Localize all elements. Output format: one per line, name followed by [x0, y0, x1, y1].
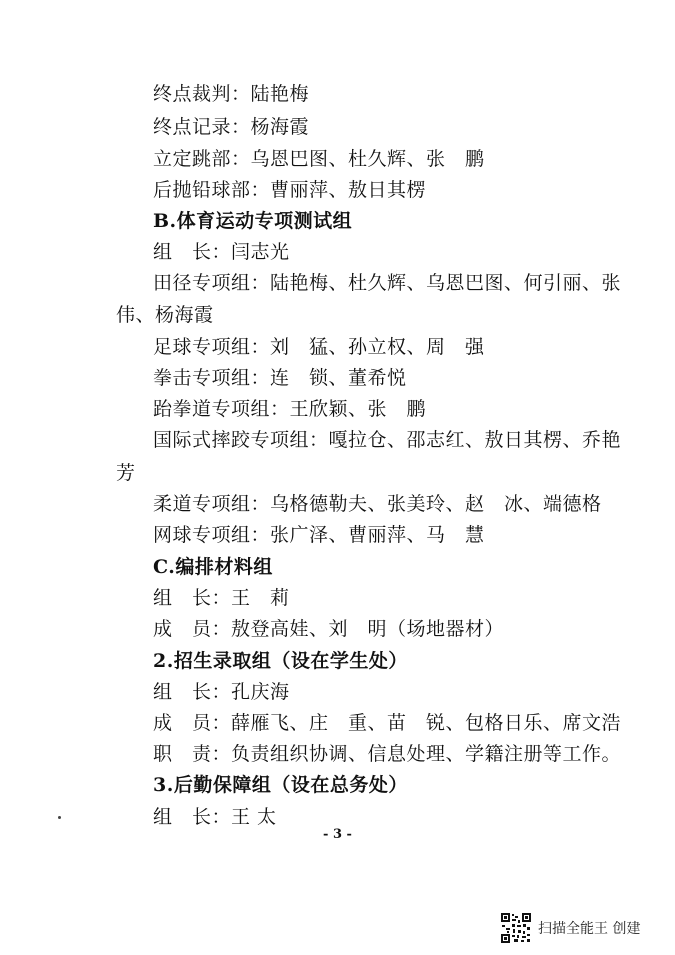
section-heading: 3.后勤保障组（设在总务处） [153, 774, 408, 796]
text-line: 跆拳道专项组：王欣颖、张 鹏 [153, 398, 427, 420]
text-line: 组 长：孔庆海 [153, 681, 290, 703]
text-line: 组 长：闫志光 [153, 241, 290, 263]
text-line: 拳击专项组：连 锁、董希悦 [153, 367, 407, 389]
scanner-watermark [500, 912, 640, 944]
qr-code-icon [500, 912, 532, 944]
text-line: 国际式摔跤专项组：嘎拉仓、邵志红、敖日其楞、乔艳 [153, 429, 622, 451]
text-line: 终点记录：杨海霞 [153, 116, 310, 138]
text-line: 柔道专项组：乌格德勒夫、张美玲、赵 冰、端德格 [153, 493, 602, 515]
text-line-continuation: 芳 [116, 462, 136, 484]
text-line: 成 员：薛雁飞、庄 重、苗 锐、包格日乐、席文浩 [153, 712, 622, 734]
text-line: 田径专项组：陆艳梅、杜久辉、乌恩巴图、何引丽、张 [153, 272, 622, 294]
text-line: 组 长：王 莉 [153, 587, 290, 609]
text-line: 网球专项组：张广泽、曹丽萍、马 慧 [153, 524, 485, 546]
text-line: 后抛铅球部：曹丽萍、敖日其楞 [153, 179, 427, 201]
section-heading: C.编排材料组 [153, 556, 273, 578]
section-heading: B.体育运动专项测试组 [153, 210, 353, 232]
text-line: 职 责：负责组织协调、信息处理、学籍注册等工作。 [153, 743, 622, 765]
section-heading: 2.招生录取组（设在学生处） [153, 650, 408, 672]
text-line: 足球专项组：刘 猛、孙立权、周 强 [153, 336, 485, 358]
text-line-continuation: 伟、杨海霞 [116, 304, 214, 326]
scan-speck [58, 816, 61, 819]
text-line: 组 长：王 太 [153, 806, 277, 828]
page-number: - 3 - [323, 827, 352, 842]
text-line: 立定跳部：乌恩巴图、杜久辉、张 鹏 [153, 148, 485, 170]
watermark-text: 扫描全能王 创建 [538, 921, 641, 937]
text-line: 终点裁判：陆艳梅 [153, 83, 310, 105]
text-line: 成 员：敖登高娃、刘 明（场地器材） [153, 618, 505, 640]
